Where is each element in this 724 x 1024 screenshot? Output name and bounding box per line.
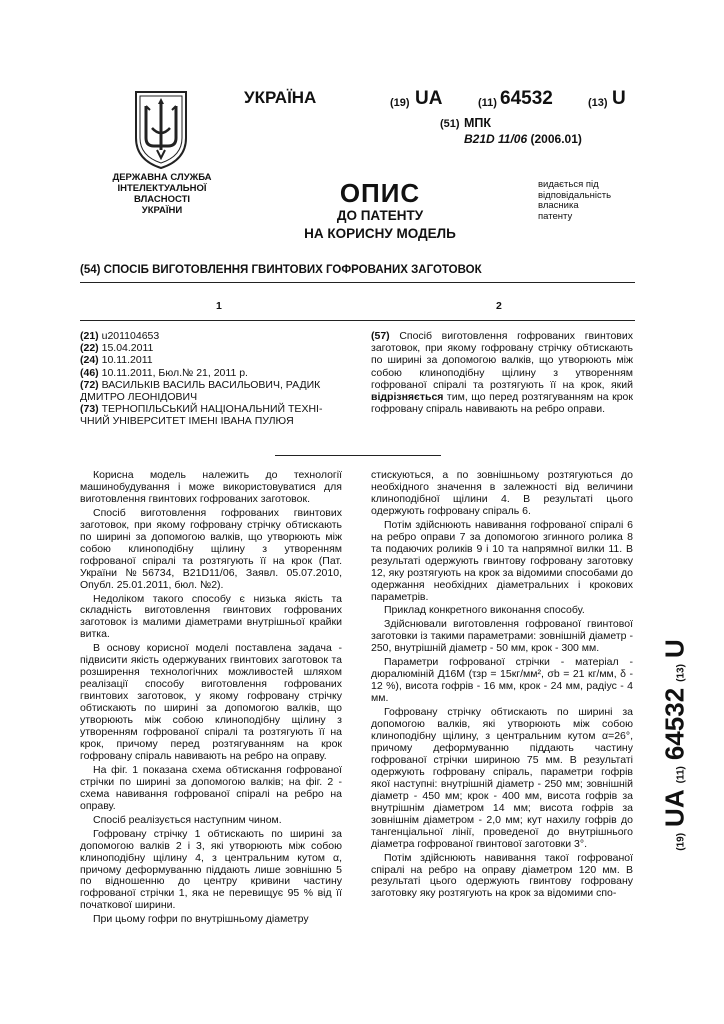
biblio-row	[80, 415, 350, 427]
invention-title: (54) СПОСІБ ВИГОТОВЛЕННЯ ГВИНТОВИХ ГОФРОВАНИХ ЗАГОТОВОК	[80, 264, 482, 276]
claim-text: Спосіб виготовлення гофрованих гвинтових заготовок, при якому гофровану стрічку обтискають по ширині за допомогою валків, що утворюють між собою клиноподібну щілину з утворенням гофрованої спіралі та розтягують її на крок, який	[371, 330, 633, 391]
paragraph: Спосіб реалізується наступним чином.	[93, 813, 282, 826]
ipc-year: (2006.01)	[530, 132, 582, 146]
issued-note-line: видається під	[538, 179, 599, 190]
biblio-text: ВАСИЛЬКІВ ВАСИЛЬ ВАСИЛЬОВИЧ, РАДИК	[98, 378, 321, 391]
divider	[80, 282, 635, 283]
biblio-row	[80, 354, 350, 366]
biblio-code: (21)	[80, 330, 99, 342]
side-code-11: (11)	[675, 766, 687, 784]
section-divider	[275, 455, 441, 456]
paragraph: Здійснювали виготовлення гофрованої гвинтової заготовки із такими параметрами: зовнішній діаметр - 250, внутрішній діаметр - 50 мм, крок - 300 мм.	[371, 618, 633, 655]
agency-line: ІНТЕЛЕКТУАЛЬНОЇ	[117, 183, 207, 194]
agency-name	[104, 172, 220, 216]
biblio-code: (22)	[80, 342, 99, 355]
description-left-column	[80, 470, 342, 928]
paragraph: Потім здійснюють навивання гофрованої спіралі 6 на ребро оправи 7 за допомогою згинного ролика 8 та подаючих роликів 9 і 10 та напрямної вилки 11. В результаті одержують гвинтову гофровану заготовку 12, яку розтягують на крок за відомими способами до одержання необхідних діаметральних і крокових параметрів.	[371, 518, 633, 603]
biblio-row	[80, 379, 350, 391]
paragraph: В основу корисної моделі поставлена задача - підвисити якість одержуваних гвинтових заготовок та розширення технологічних можливостей шляхом реалізації способу виготовлення гофрованих гвинтових заготовок, у якому гофровану стрічку обтискають по ширині за допомогою валків, що утворюють між собою клиноподібну щілину з утворенням гофрованої спіралі та розтягують її на крок, причому перед розтягуванням на крок гофровану спіраль навивають на ребро на оправу.	[80, 642, 342, 762]
paragraph: Корисна модель належить до технології машинобудування і може використовуватися для виготовлення гвинтових гофрованих заготовок.	[80, 469, 342, 505]
issued-note-line: відповідальність	[538, 189, 612, 201]
biblio-text: 10.11.2011	[98, 354, 153, 367]
ipc-code: B21D 11/06	[464, 132, 528, 146]
side-kind: U	[659, 639, 690, 659]
side-patent-number	[660, 580, 690, 910]
biblio-text: ДМИТРО ЛЕОНІДОВИЧ	[80, 391, 198, 404]
agency-line: УКРАЇНИ	[141, 205, 183, 216]
code-11: (11)	[478, 97, 497, 109]
mpk-label: МПК	[464, 116, 492, 130]
side-code-13: (13)	[675, 664, 687, 682]
claim-emphasis: відрізняється	[371, 391, 444, 404]
patent-number: 64532	[500, 88, 553, 109]
paragraph: Гофровану стрічку обтискають по ширині за допомогою валків, які утворюють між собою клиноподібну щілину, з центральним кутом α=26°, причому деформуванню піддають частину гофрованої стрічки шириною 75 мм. В результаті одержують гофровану спіраль, параметри гофрів якої наступні: внутрішній діаметр - 250 мм; зовнішній діаметр - 450 мм; крок - 400 мм, висота гофрів за внутрішнім діаметром 14 мм; висота гофрів за зовнішнім діаметром - 2,0 мм; кут нахилу гофрів до тангенціальної лінії, проведеної до внутрішнього діаметра гофрованої гвинтової заготовки 3°.	[371, 706, 633, 850]
paragraph: На фіг. 1 показана схема обтискання гофрованої стрічки по ширині за допомогою валків; на фіг. 2 - схема навивання гофрованої спіралі на ребро на оправу.	[80, 763, 342, 812]
claim-code: (57)	[371, 330, 390, 342]
issued-note-line: власника	[538, 200, 579, 211]
biblio-text: 15.04.2011	[98, 342, 154, 355]
claim-57	[371, 330, 633, 415]
biblio-text: ЧНИЙ УНІВЕРСИТЕТ ІМЕНІ ІВАНА ПУЛЮЯ	[80, 415, 294, 428]
page-number-left: 1	[216, 300, 222, 312]
side-ua: UA	[659, 789, 690, 827]
paragraph: Недоліком такого способу є низька якість та складність виготовлення гвинтових гофрованих заготовок із малими діаметрами внутрішньої крайки витка.	[80, 592, 342, 641]
biblio-row	[80, 391, 350, 403]
code-19: (19)	[390, 97, 410, 109]
biblio-row	[80, 330, 350, 342]
document-title: ОПИС	[339, 178, 421, 208]
divider	[80, 320, 635, 321]
biblio-code: (46)	[80, 366, 99, 379]
paragraph: Параметри гофрованої стрічки - матеріал - дюралюміній Д16М (τзр = 15кг/мм², σb = 21 кг/мм, δ - 12 %), висота гофрів - 16 мм, крок - 24 мм, радіус - 4 мм.	[371, 656, 633, 705]
side-number: 64532	[659, 687, 690, 761]
document-subtitle-1: ДО ПАТЕНТУ	[336, 208, 424, 223]
country-name: УКРАЇНА	[244, 88, 317, 107]
paragraph: Гофровану стрічку 1 обтискають по ширині за допомогою валків 2 і 3, які утворюють між собою клиноподібну щілину 4, з центральним кутом α, причому деформуванню піддають лише зовнішню 5 по відношенню до центру кривини частину гофрованої стрічки 1, яка не перевищує 95 % від її початкової ширини.	[80, 827, 342, 912]
bibliographic-data	[80, 330, 350, 428]
document-subtitle-2: НА КОРИСНУ МОДЕЛЬ	[304, 226, 456, 241]
paragraph: Спосіб виготовлення гофрованих гвинтових заготовок, при якому гофровану стрічку обтискають по ширині за допомогою валків, що утворюють між собою клиноподібну щілину з утворенням гофрованої спіралі та розтягують її на крок (Пат. України №56734, B21D11/06, Заявл. 05.07.2010, Опубл. 25.01.2011, бюл. №2).	[80, 506, 342, 591]
paragraph: стискуються, а по зовнішньому розтягуються до необхідного значення в залежності від величини клиноподібної щілини 4. В результаті цього одержують гофровану спіраль 6.	[371, 469, 633, 517]
biblio-text: 10.11.2011, Бюл.№ 21, 2011 р.	[98, 366, 248, 379]
claim-text: тим, що перед розтягуванням на крок гофровану спіраль навивають на ребро оправи.	[371, 391, 633, 416]
biblio-code: (72)	[80, 378, 99, 391]
paragraph: Приклад конкретного виконання способу.	[384, 604, 585, 617]
biblio-row	[80, 367, 350, 379]
biblio-code: (24)	[80, 354, 99, 367]
coat-of-arms-emblem	[132, 88, 190, 170]
agency-line: ВЛАСНОСТІ	[133, 194, 191, 205]
ipc-classification	[464, 132, 582, 146]
biblio-row	[80, 403, 350, 415]
paragraph: Потім здійснюють навивання такої гофрованої спіралі на ребро на оправу діаметром 120 мм. В результаті цього одержують гвинтову гофровану заготовку яку розтягують на крок за відомими спо-	[371, 851, 633, 900]
side-number-rotated	[660, 639, 691, 850]
kind-code: U	[612, 88, 626, 109]
biblio-text: u201104653	[98, 330, 160, 342]
country-code-ua: UA	[415, 88, 443, 109]
page-number-right: 2	[496, 300, 502, 312]
issued-note-line: патенту	[538, 210, 573, 222]
issued-note	[538, 180, 648, 222]
code-13: (13)	[588, 97, 608, 109]
biblio-row	[80, 342, 350, 354]
code-51: (51)	[440, 118, 460, 130]
side-code-19: (19)	[675, 832, 687, 851]
biblio-code: (73)	[80, 403, 99, 416]
paragraph: При цьому гофри по внутрішньому діаметру	[93, 913, 309, 926]
description-right-column	[371, 470, 633, 902]
agency-line: ДЕРЖАВНА СЛУЖБА	[112, 172, 212, 183]
biblio-text: ТЕРНОПІЛЬСЬКИЙ НАЦІОНАЛЬНИЙ ТЕХНІ-	[98, 403, 323, 416]
